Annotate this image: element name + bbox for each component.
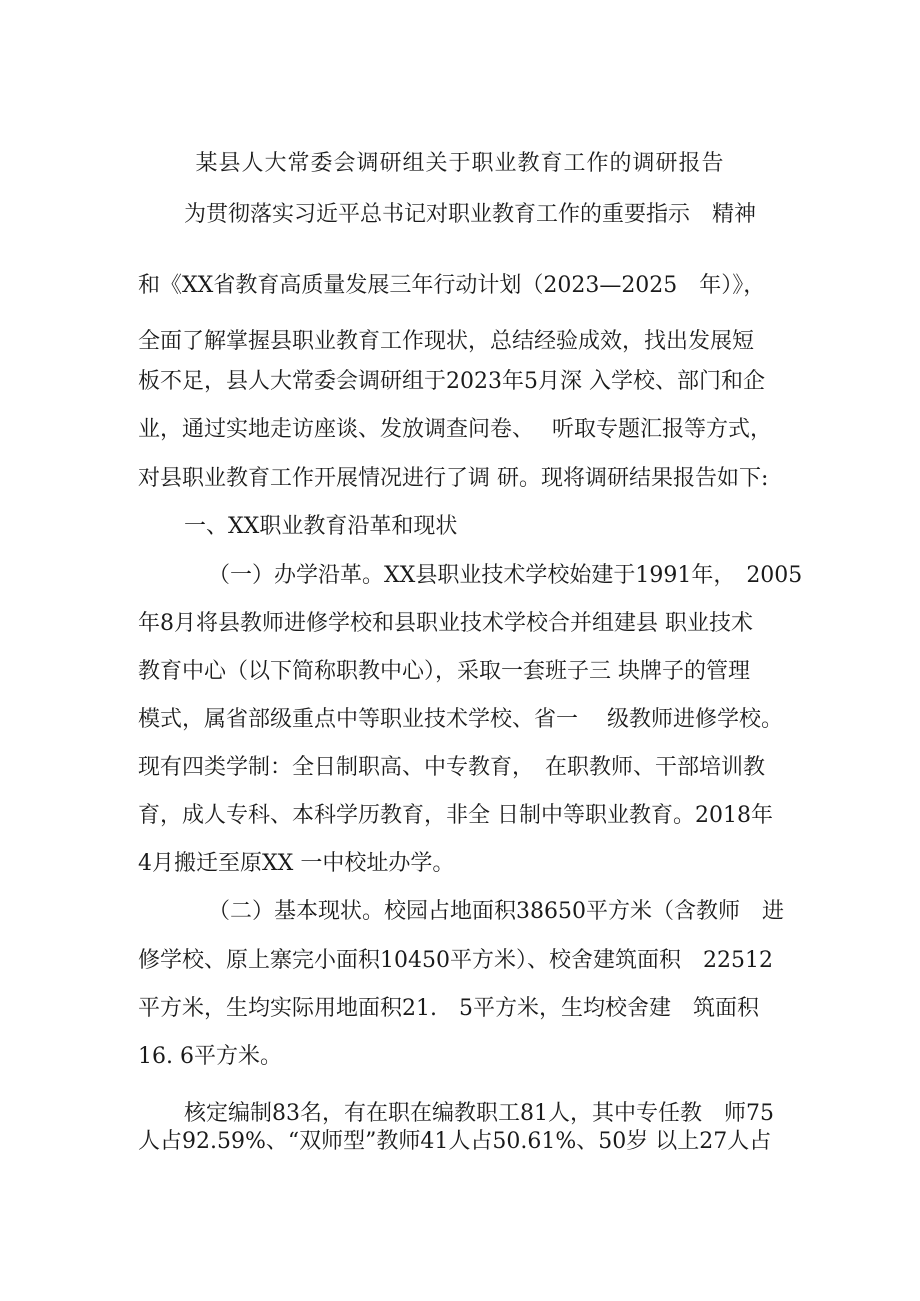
- intro-line-1: 为贯彻落实习近平总书记对职业教育工作的重要指示 精神: [184, 202, 757, 227]
- history-line-5: 现有四类学制：全日制职高、中专教育， 在职教师、干部培训教: [138, 755, 766, 780]
- intro-line-5: 业，通过实地走访座谈、发放调查问卷、 听取专题汇报等方式，: [138, 417, 772, 442]
- history-line-6: 育，成人专科、本科学历教育，非全 日制中等职业教育。2018年: [138, 803, 773, 828]
- intro-line-6: 对县职业教育工作开展情况进行了调 研。现将调研结果报告如下:: [138, 466, 769, 491]
- status-line-3: 平方米，生均实际用地面积21. 5平方米，生均校舍建 筑面积: [138, 996, 759, 1021]
- staff-line-2: 人占92.59%、“双师型”教师41人占50.61%、50岁 以上27人占: [138, 1129, 772, 1154]
- intro-line-4: 板不足，县人大常委会调研组于2023年5月深 入学校、部门和企: [138, 369, 765, 394]
- status-line-4: 16. 6平方米。: [138, 1044, 282, 1069]
- history-line-7: 4月搬迁至原XX 一中校址办学。: [138, 851, 455, 876]
- history-line-3: 教育中心（以下简称职教中心），采取一套班子三 块牌子的管理: [138, 659, 750, 684]
- status-line-1: （二）基本现状。校园占地面积38650平方米（含教师 进: [208, 899, 784, 924]
- status-line-2: 修学校、原上寨完小面积10450平方米）、校舍建筑面积 22512: [138, 948, 773, 973]
- history-line-1: （一）办学沿革。XX县职业技术学校始建于1991年， 2005: [208, 563, 803, 588]
- intro-line-3: 全面了解掌握县职业教育工作现状，总结经验成效，找出发展短: [138, 329, 755, 354]
- section-heading: 一、XX职业教育沿革和现状: [184, 514, 458, 539]
- document-title: 某县人大常委会调研组关于职业教育工作的调研报告: [195, 151, 725, 176]
- history-line-4: 模式，属省部级重点中等职业技术学校、省一 级教师进修学校。: [138, 707, 783, 732]
- history-line-2: 年8月将县教师进修学校和县职业技术学校合并组建县 职业技术: [138, 611, 753, 636]
- staff-line-1: 核定编制83名，有在职在编教职工81人，其中专任教 师75: [184, 1101, 774, 1126]
- intro-line-2: 和《XX省教育高质量发展三年行动计划（2023—2025 年）》，: [138, 273, 766, 298]
